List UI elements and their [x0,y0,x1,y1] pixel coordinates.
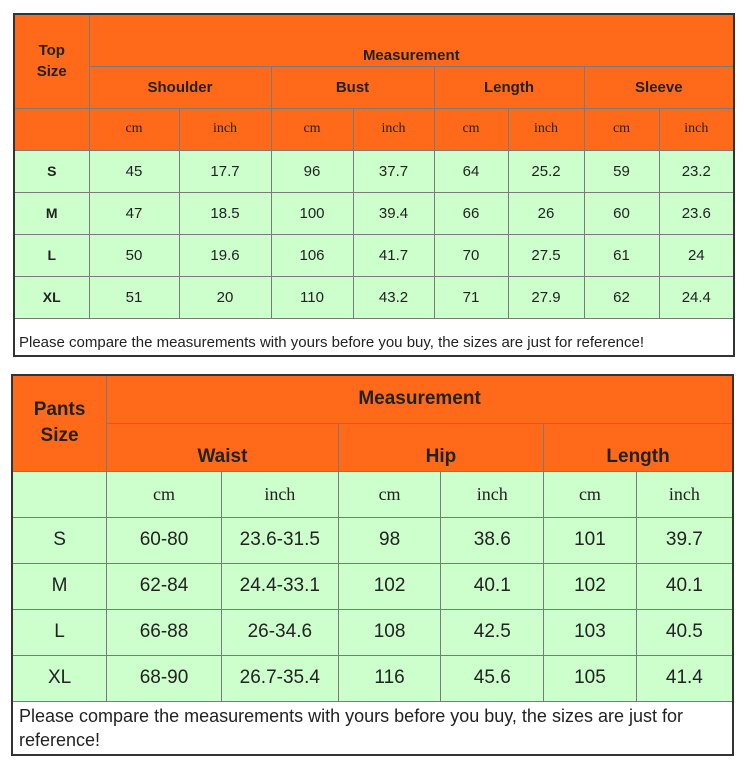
table-cell: 26 [508,192,584,234]
top-unit-cell: cm [89,108,179,150]
table-cell: 27.5 [508,234,584,276]
pants-group-waist: Waist [107,423,339,471]
table-cell: 102 [338,563,441,609]
top-unit-cell: cm [271,108,353,150]
table-row [14,192,734,234]
table-cell: 100 [271,192,353,234]
top-group-bust: Bust [271,66,434,108]
table-cell: 62-84 [107,563,222,609]
table-cell: 41.7 [353,234,434,276]
table-cell: 60-80 [107,517,222,563]
table-cell: 40.1 [636,563,733,609]
table-cell: 110 [271,276,353,318]
pants-size-header [12,375,107,471]
pants-unit-blank [12,471,107,517]
pants-unit-cell: cm [338,471,441,517]
pants-size-header-line2: Size [40,425,79,447]
table-row [12,609,733,655]
table-cell: 24 [659,234,734,276]
table-cell: 19.6 [179,234,271,276]
table-cell: 70 [434,234,508,276]
table-cell: 105 [544,655,637,701]
table-cell: 60 [584,192,659,234]
top-unit-blank [14,108,89,150]
table-cell: 45.6 [441,655,544,701]
top-size-header-line1: Top [38,42,65,60]
table-cell: 17.7 [179,150,271,192]
table-cell: 98 [338,517,441,563]
table-cell: 23.6-31.5 [221,517,338,563]
size-label: XL [12,655,107,701]
top-group-length: Length [434,66,584,108]
size-label: M [12,563,107,609]
table-cell: 101 [544,517,637,563]
pants-unit-cell: cm [107,471,222,517]
size-label: XL [14,276,89,318]
table-cell: 26-34.6 [221,609,338,655]
pants-unit-cell: cm [544,471,637,517]
pants-group-length: Length [544,423,733,471]
top-unit-cell: inch [659,108,734,150]
table-cell: 66-88 [107,609,222,655]
top-measurement-header: Measurement [89,14,734,66]
size-label: S [12,517,107,563]
table-cell: 64 [434,150,508,192]
table-cell: 42.5 [441,609,544,655]
table-cell: 24.4-33.1 [221,563,338,609]
table-cell: 45 [89,150,179,192]
size-label: L [12,609,107,655]
top-unit-cell: inch [353,108,434,150]
top-unit-cell: inch [508,108,584,150]
table-cell: 102 [544,563,637,609]
table-cell: 66 [434,192,508,234]
top-unit-cell: cm [584,108,659,150]
top-unit-cell: cm [434,108,508,150]
table-cell: 27.9 [508,276,584,318]
table-row [14,276,734,318]
top-group-shoulder: Shoulder [89,66,271,108]
table-cell: 61 [584,234,659,276]
table-cell: 50 [89,234,179,276]
pants-unit-cell: inch [221,471,338,517]
table-cell: 71 [434,276,508,318]
table-cell: 108 [338,609,441,655]
table-cell: 41.4 [636,655,733,701]
table-cell: 39.4 [353,192,434,234]
top-size-header-line2: Size [36,63,67,81]
table-cell: 68-90 [107,655,222,701]
table-cell: 59 [584,150,659,192]
table-row [12,563,733,609]
table-cell: 116 [338,655,441,701]
size-label: L [14,234,89,276]
table-cell: 23.6 [659,192,734,234]
table-cell: 40.5 [636,609,733,655]
table-cell: 39.7 [636,517,733,563]
table-cell: 40.1 [441,563,544,609]
pants-size-table [11,374,734,756]
table-cell: 25.2 [508,150,584,192]
table-cell: 96 [271,150,353,192]
table-cell: 103 [544,609,637,655]
table-cell: 37.7 [353,150,434,192]
table-cell: 38.6 [441,517,544,563]
table-cell: 18.5 [179,192,271,234]
table-cell: 26.7-35.4 [221,655,338,701]
table-cell: 43.2 [353,276,434,318]
top-size-table [13,13,735,357]
table-cell: 51 [89,276,179,318]
top-reference-note: Please compare the measurements with yours before you buy, the sizes are just for reference! [14,318,734,356]
table-cell: 24.4 [659,276,734,318]
table-row [12,517,733,563]
pants-size-header-line1: Pants [33,399,86,421]
pants-unit-row [12,471,733,517]
pants-unit-cell: inch [636,471,733,517]
table-cell: 62 [584,276,659,318]
table-row [14,234,734,276]
pants-unit-cell: inch [441,471,544,517]
table-row [14,150,734,192]
table-row [12,655,733,701]
pants-measurement-header: Measurement [107,375,733,423]
top-size-header [14,14,89,108]
pants-group-hip: Hip [338,423,543,471]
pants-reference-note: Please compare the measurements with yours before you buy, the sizes are just for reference! [12,701,733,755]
size-label: S [14,150,89,192]
top-unit-cell: inch [179,108,271,150]
table-cell: 47 [89,192,179,234]
top-group-sleeve: Sleeve [584,66,734,108]
top-unit-row [14,108,734,150]
table-cell: 23.2 [659,150,734,192]
table-cell: 20 [179,276,271,318]
table-cell: 106 [271,234,353,276]
size-label: M [14,192,89,234]
